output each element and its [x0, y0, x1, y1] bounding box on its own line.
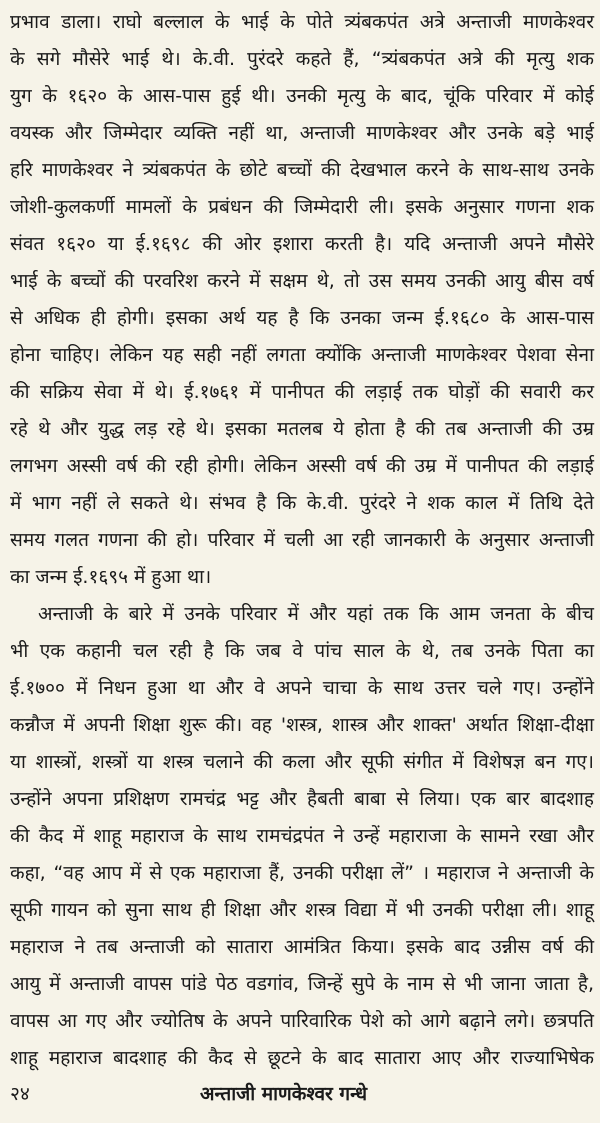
- text-line: शाहू महाराज बादशाह की कैद से छूटने के बाद सातारा आए और राज्याभिषेक: [10, 1047, 594, 1069]
- text-line: सूफी गायन को सुना साथ ही शिक्षा और शस्त्र विद्या में भी उनकी परीक्षा ली। शाहू: [10, 899, 594, 921]
- text-line: महाराज ने तब अन्ताजी को सातारा आमंत्रित किया। इसके बाद उन्नीस वर्ष की: [10, 936, 594, 958]
- text-line: उन्होंने अपना प्रशिक्षण रामचंद्र भट्ट और हैबती बाबा से लिया। एक बार बादशाह: [10, 788, 594, 810]
- text-line: कहा, “वह आप में से एक महाराजा हैं, उनकी परीक्षा लें” । महाराज ने अन्ताजी के: [10, 862, 594, 884]
- page-footer: [10, 1074, 594, 1114]
- text-line: या शास्त्रों, शस्त्रों या शस्त्र चलाने की कला और सूफी संगीत में विशेषज्ञ बन गए।: [10, 751, 594, 773]
- text-line: वापस आ गए और ज्योतिष के अपने पारिवारिक पेशे को आगे बढ़ाने लगे। छत्रपति: [10, 1010, 594, 1032]
- text-line: जोशी-कुलकर्णी मामलों के प्रबंधन की जिम्मेदारी ली। इसके अनुसार गणना शक: [10, 196, 594, 218]
- text-line: ई.१७०० में निधन हुआ था और वे अपने चाचा के साथ उत्तर चले गए। उन्होंने: [10, 677, 594, 699]
- text-line: भी एक कहानी चल रही है कि जब वे पांच साल के थे, तब उनके पिता का: [10, 640, 594, 662]
- page-number: २४: [10, 1083, 30, 1105]
- text-line: में भाग नहीं ले सकते थे। संभव है कि के.वी. पुरंदरे ने शक काल में तिथि देते: [10, 492, 594, 514]
- text-line: भाई के बच्चों की परवरिश करने में सक्षम थे, तो उस समय उनकी आयु बीस वर्ष: [10, 270, 594, 292]
- text-line: हरि माणकेश्वर ने त्र्यंबकपंत के छोटे बच्चों की देखभाल करने के साथ-साथ उनके: [10, 159, 594, 181]
- text-line: प्रभाव डाला। राघो बल्लाल के भाई के पोते त्र्यंबकपंत अत्रे अन्ताजी माणकेश्वर: [10, 11, 594, 33]
- text-line: लगभग अस्सी वर्ष की रही होगी। लेकिन अस्सी वर्ष की उम्र में पानीपत की लड़ाई: [10, 455, 594, 477]
- text-line: वयस्क और जिम्मेदार व्यक्ति नहीं था, अन्ताजी माणकेश्वर और उनके बड़े भाई: [10, 122, 594, 144]
- text-line: समय गलत गणना की हो। परिवार में चली आ रही जानकारी के अनुसार अन्ताजी: [10, 529, 594, 551]
- text-line: का जन्म ई.१६९५ में हुआ था।: [10, 566, 212, 588]
- text-line: अन्ताजी के बारे में उनके परिवार में और यहां तक कि आम जनता के बीच: [38, 603, 594, 625]
- text-line: कन्नौज में अपनी शिक्षा शुरू की। वह 'शस्त्र, शास्त्र और शाक्त' अर्थात शिक्षा-दीक्षा: [10, 714, 594, 736]
- text-line: की कैद में शाहू महाराज के साथ रामचंद्रपंत ने उन्हें महाराजा के सामने रखा और: [10, 825, 594, 847]
- text-line: युग के १६२० के आस-पास हुई थी। उनकी मृत्यु के बाद, चूंकि परिवार में कोई: [10, 85, 594, 107]
- body-text: [10, 4, 594, 1077]
- running-head: अन्ताजी माणकेश्वर गन्धे: [200, 1083, 368, 1105]
- text-line: होना चाहिए। लेकिन यह सही नहीं लगता क्योंकि अन्ताजी माणकेश्वर पेशवा सेना: [10, 344, 594, 366]
- text-line: संवत १६२० या ई.१६९८ की ओर इशारा करती है। यदि अन्ताजी अपने मौसेरे: [10, 233, 594, 255]
- text-line: रहे थे और युद्ध लड़ रहे थे। इसका मतलब ये होता है की तब अन्ताजी की उम्र: [10, 418, 594, 440]
- text-line: से अधिक ही होगी। इसका अर्थ यह है कि उनका जन्म ई.१६८० के आस-पास: [10, 307, 594, 329]
- text-line: की सक्रिय सेवा में थे। ई.१७६१ में पानीपत की लड़ाई तक घोड़ों की सवारी कर: [10, 381, 594, 403]
- text-line: आयु में अन्ताजी वापस पांडे पेठ वडगांव, जिन्हें सुपे के नाम से भी जाना जाता है,: [10, 973, 594, 995]
- text-line: के सगे मौसेरे भाई थे। के.वी. पुरंदरे कहते हैं, “त्र्यंबकपंत अत्रे की मृत्यु शक: [10, 48, 594, 70]
